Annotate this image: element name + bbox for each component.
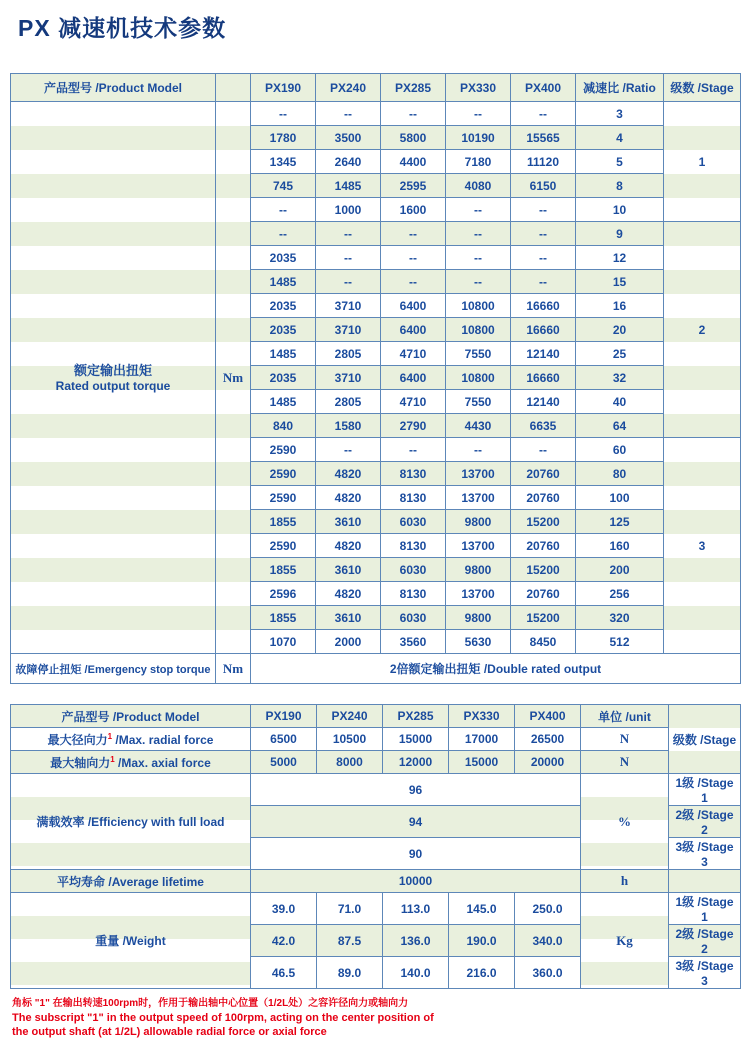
model-header-cell: PX285 <box>381 74 446 102</box>
weight-value-cell: 340.0 <box>515 925 581 957</box>
torque-value-cell: 2035 <box>251 318 316 342</box>
torque-value-cell: 10190 <box>446 126 511 150</box>
max-axial-force-value-cell: 15000 <box>449 751 515 774</box>
max-axial-force-value-cell: 5000 <box>251 751 317 774</box>
torque-value-cell: -- <box>511 246 576 270</box>
model-header-cell: PX240 <box>317 705 383 728</box>
stage-label-cell: 2级 /Stage 2 <box>669 806 741 838</box>
torque-value-cell: 10800 <box>446 294 511 318</box>
product-model-header: 产品型号 /Product Model <box>11 705 251 728</box>
max-radial-force-value-cell: 6500 <box>251 728 317 751</box>
torque-value-cell: -- <box>316 270 381 294</box>
torque-value-cell: -- <box>251 198 316 222</box>
page-title: PX 减速机技术参数 <box>18 15 227 41</box>
torque-value-cell: -- <box>251 102 316 126</box>
weight-value-cell: 89.0 <box>317 957 383 989</box>
torque-value-cell: 4820 <box>316 486 381 510</box>
weight-value-cell: 360.0 <box>515 957 581 989</box>
ratio-cell: 15 <box>576 270 664 294</box>
torque-value-cell: -- <box>446 270 511 294</box>
lifetime-unit-cell: h <box>581 870 669 893</box>
model-header-cell: PX190 <box>251 705 317 728</box>
ratio-cell: 320 <box>576 606 664 630</box>
torque-value-cell: 8130 <box>381 534 446 558</box>
torque-value-cell: 3710 <box>316 294 381 318</box>
torque-value-cell: 2590 <box>251 462 316 486</box>
unit-header: 单位 /unit <box>581 705 669 728</box>
stage-group-cell: 3 <box>664 438 741 654</box>
torque-value-cell: 13700 <box>446 486 511 510</box>
weight-value-cell: 42.0 <box>251 925 317 957</box>
torque-value-cell: 2805 <box>316 342 381 366</box>
torque-value-cell: -- <box>511 270 576 294</box>
torque-value-cell: 1485 <box>316 174 381 198</box>
torque-value-cell: 8130 <box>381 486 446 510</box>
torque-value-cell: 840 <box>251 414 316 438</box>
torque-value-cell: 13700 <box>446 534 511 558</box>
stage-label-cell: 3级 /Stage 3 <box>669 957 741 989</box>
torque-row-label <box>11 102 216 654</box>
torque-value-cell: 4710 <box>381 342 446 366</box>
ratio-cell: 25 <box>576 342 664 366</box>
torque-value-cell: 3710 <box>316 318 381 342</box>
torque-value-cell: 20760 <box>511 582 576 606</box>
ratio-cell: 5 <box>576 150 664 174</box>
weight-value-cell: 87.5 <box>317 925 383 957</box>
weight-label: 重量 /Weight <box>11 893 251 989</box>
torque-value-cell: 6030 <box>381 606 446 630</box>
torque-value-cell: 4430 <box>446 414 511 438</box>
max-radial-force-value-cell: 10500 <box>317 728 383 751</box>
torque-value-cell: 1855 <box>251 606 316 630</box>
weight-value-cell: 113.0 <box>383 893 449 925</box>
torque-value-cell: -- <box>446 438 511 462</box>
torque-value-cell: 6150 <box>511 174 576 198</box>
torque-value-cell: -- <box>381 102 446 126</box>
model-header-cell: PX285 <box>383 705 449 728</box>
ratio-cell: 12 <box>576 246 664 270</box>
efficiency-value-cell: 90 <box>251 838 581 870</box>
torque-value-cell: 15200 <box>511 510 576 534</box>
emergency-stop-label: 故障停止扭矩 /Emergency stop torque <box>11 654 216 684</box>
torque-value-cell: 8130 <box>381 462 446 486</box>
ratio-cell: 160 <box>576 534 664 558</box>
torque-value-cell: 1345 <box>251 150 316 174</box>
torque-value-cell: 9800 <box>446 606 511 630</box>
weight-value-cell: 71.0 <box>317 893 383 925</box>
ratio-cell: 40 <box>576 390 664 414</box>
ratio-cell: 4 <box>576 126 664 150</box>
torque-unit-cell: Nm <box>216 102 251 654</box>
torque-value-cell: 13700 <box>446 462 511 486</box>
torque-value-cell: 2035 <box>251 294 316 318</box>
torque-value-cell: 6400 <box>381 366 446 390</box>
footnote <box>12 997 740 1039</box>
torque-value-cell: 2596 <box>251 582 316 606</box>
max-radial-force-value-cell: 26500 <box>515 728 581 751</box>
torque-value-cell: 3610 <box>316 558 381 582</box>
stage-label-cell: 2级 /Stage 2 <box>669 925 741 957</box>
torque-value-cell: 2595 <box>381 174 446 198</box>
torque-value-cell: -- <box>381 222 446 246</box>
torque-value-cell: 2640 <box>316 150 381 174</box>
torque-value-cell: 15200 <box>511 558 576 582</box>
torque-value-cell: 5630 <box>446 630 511 654</box>
model-header-cell: PX400 <box>515 705 581 728</box>
footnote-chinese: 角标 "1" 在输出转速100rpm时，作用于输出轴中心位置（1/2L处）之容许径向力或轴向力 <box>12 998 409 1009</box>
torque-value-cell: 1485 <box>251 390 316 414</box>
torque-value-cell: 1000 <box>316 198 381 222</box>
torque-value-cell: -- <box>446 198 511 222</box>
max-radial-force-label: 最大径向力$^1$ /Max. radial force <box>11 728 251 751</box>
torque-value-cell: 3500 <box>316 126 381 150</box>
model-header-cell: PX190 <box>251 74 316 102</box>
weight-value-cell: 46.5 <box>251 957 317 989</box>
torque-value-cell: -- <box>316 438 381 462</box>
torque-value-cell: 15565 <box>511 126 576 150</box>
torque-value-cell: 16660 <box>511 366 576 390</box>
weight-value-cell: 145.0 <box>449 893 515 925</box>
torque-value-cell: 1780 <box>251 126 316 150</box>
ratio-cell: 9 <box>576 222 664 246</box>
torque-value-cell: -- <box>511 198 576 222</box>
model-header-cell: PX330 <box>446 74 511 102</box>
max-axial-force-value-cell: 20000 <box>515 751 581 774</box>
model-header-cell: PX330 <box>449 705 515 728</box>
weight-value-cell: 190.0 <box>449 925 515 957</box>
torque-value-cell: 9800 <box>446 558 511 582</box>
torque-value-cell: 10800 <box>446 318 511 342</box>
torque-value-cell: 20760 <box>511 534 576 558</box>
torque-value-cell: 16660 <box>511 294 576 318</box>
torque-value-cell: 6030 <box>381 558 446 582</box>
ratio-cell: 80 <box>576 462 664 486</box>
torque-value-cell: 2590 <box>251 534 316 558</box>
max-axial-force-value-cell: 12000 <box>383 751 449 774</box>
torque-value-cell: -- <box>446 102 511 126</box>
torque-value-cell: 3560 <box>381 630 446 654</box>
torque-value-cell: 4400 <box>381 150 446 174</box>
torque-value-cell: 6030 <box>381 510 446 534</box>
stage-cell-empty <box>669 870 741 893</box>
ratio-cell: 200 <box>576 558 664 582</box>
efficiency-value-cell: 96 <box>251 774 581 806</box>
torque-value-cell: 2000 <box>316 630 381 654</box>
max-axial-force-value-cell: 8000 <box>317 751 383 774</box>
torque-value-cell: 2790 <box>381 414 446 438</box>
weight-value-cell: 136.0 <box>383 925 449 957</box>
torque-value-cell: 7180 <box>446 150 511 174</box>
rated-output-torque-table <box>10 73 741 684</box>
torque-value-cell: 1580 <box>316 414 381 438</box>
torque-value-cell: -- <box>316 102 381 126</box>
torque-value-cell: -- <box>511 438 576 462</box>
model-header-cell: PX240 <box>316 74 381 102</box>
torque-value-cell: 4820 <box>316 582 381 606</box>
max-radial-force-superscript: 1 <box>107 731 113 741</box>
footnote-english-line2: the output shaft (at 1/2L) allowable radial force or axial force <box>12 1026 327 1038</box>
torque-value-cell: 2590 <box>251 438 316 462</box>
max-radial-force-unit-cell: N <box>581 728 669 751</box>
ratio-cell: 16 <box>576 294 664 318</box>
weight-value-cell: 216.0 <box>449 957 515 989</box>
torque-value-cell: 10800 <box>446 366 511 390</box>
torque-value-cell: 8130 <box>381 582 446 606</box>
torque-value-cell: -- <box>511 102 576 126</box>
max-radial-force-value-cell: 17000 <box>449 728 515 751</box>
ratio-cell: 10 <box>576 198 664 222</box>
torque-value-cell: 2590 <box>251 486 316 510</box>
emergency-value-cell: 2倍额定输出扭矩 /Double rated output <box>251 654 741 684</box>
torque-value-cell: 6400 <box>381 294 446 318</box>
torque-value-cell: -- <box>316 222 381 246</box>
torque-value-cell: 2035 <box>251 246 316 270</box>
torque-label-en: Rated output torque <box>55 378 171 393</box>
efficiency-label: 满载效率 /Efficiency with full load <box>11 774 251 870</box>
footnote-english-line1: The subscript "1" in the output speed of 100rpm, acting on the center position of <box>12 1012 434 1024</box>
max-axial-force-label: 最大轴向力$^1$ /Max. axial force <box>11 751 251 774</box>
torque-value-cell: 7550 <box>446 390 511 414</box>
torque-value-cell: 15200 <box>511 606 576 630</box>
torque-value-cell: -- <box>511 222 576 246</box>
torque-value-cell: 4820 <box>316 462 381 486</box>
ratio-cell: 32 <box>576 366 664 390</box>
torque-value-cell: -- <box>381 270 446 294</box>
stage-group-cell: 1 <box>664 102 741 222</box>
torque-value-cell: 3610 <box>316 606 381 630</box>
torque-value-cell: 13700 <box>446 582 511 606</box>
ratio-cell: 3 <box>576 102 664 126</box>
weight-value-cell: 250.0 <box>515 893 581 925</box>
torque-value-cell: 1855 <box>251 558 316 582</box>
torque-value-cell: -- <box>316 246 381 270</box>
torque-value-cell: 3710 <box>316 366 381 390</box>
ratio-cell: 125 <box>576 510 664 534</box>
ratio-cell: 20 <box>576 318 664 342</box>
torque-value-cell: 6635 <box>511 414 576 438</box>
ratio-cell: 512 <box>576 630 664 654</box>
torque-value-cell: 8450 <box>511 630 576 654</box>
emergency-unit-cell: Nm <box>216 654 251 684</box>
unit-column-header <box>216 74 251 102</box>
torque-value-cell: -- <box>251 222 316 246</box>
stage-label-cell: 1级 /Stage 1 <box>669 893 741 925</box>
torque-value-cell: 2805 <box>316 390 381 414</box>
model-header-cell: PX400 <box>511 74 576 102</box>
torque-value-cell: -- <box>381 438 446 462</box>
stage-header: 级数 /Stage <box>664 74 741 102</box>
efficiency-unit-cell: % <box>581 774 669 870</box>
product-model-header: 产品型号 /Product Model <box>11 74 216 102</box>
torque-value-cell: -- <box>446 246 511 270</box>
ratio-cell: 64 <box>576 414 664 438</box>
stage-group-cell: 2 <box>664 222 741 438</box>
weight-value-cell: 140.0 <box>383 957 449 989</box>
ratio-header: 减速比 /Ratio <box>576 74 664 102</box>
torque-value-cell: 1855 <box>251 510 316 534</box>
ratio-cell: 8 <box>576 174 664 198</box>
torque-value-cell: -- <box>446 222 511 246</box>
torque-label-cn: 额定输出扭矩 <box>73 362 152 378</box>
torque-value-cell: 12140 <box>511 342 576 366</box>
ratio-cell: 60 <box>576 438 664 462</box>
max-axial-force-unit-cell: N <box>581 751 669 774</box>
torque-value-cell: 20760 <box>511 486 576 510</box>
torque-value-cell: 6400 <box>381 318 446 342</box>
efficiency-value-cell: 94 <box>251 806 581 838</box>
torque-value-cell: 745 <box>251 174 316 198</box>
lifetime-label: 平均寿命 /Average lifetime <box>11 870 251 893</box>
torque-value-cell: 1600 <box>381 198 446 222</box>
torque-value-cell: 16660 <box>511 318 576 342</box>
torque-value-cell: 4080 <box>446 174 511 198</box>
torque-value-cell: 4820 <box>316 534 381 558</box>
torque-value-cell: 1485 <box>251 342 316 366</box>
ratio-cell: 256 <box>576 582 664 606</box>
torque-value-cell: 12140 <box>511 390 576 414</box>
torque-value-cell: 5800 <box>381 126 446 150</box>
torque-value-cell: 7550 <box>446 342 511 366</box>
torque-value-cell: 3610 <box>316 510 381 534</box>
torque-value-cell: 9800 <box>446 510 511 534</box>
stage-header: 级数 /Stage <box>669 705 741 774</box>
torque-value-cell: -- <box>381 246 446 270</box>
weight-unit-cell: Kg <box>581 893 669 989</box>
stage-label-cell: 3级 /Stage 3 <box>669 838 741 870</box>
max-axial-force-superscript: 1 <box>110 754 115 764</box>
lifetime-value-cell: 10000 <box>251 870 581 893</box>
stage-label-cell: 1级 /Stage 1 <box>669 774 741 806</box>
torque-value-cell: 1485 <box>251 270 316 294</box>
torque-value-cell: 4710 <box>381 390 446 414</box>
torque-value-cell: 2035 <box>251 366 316 390</box>
max-radial-force-value-cell: 15000 <box>383 728 449 751</box>
torque-value-cell: 20760 <box>511 462 576 486</box>
ratio-cell: 100 <box>576 486 664 510</box>
torque-value-cell: 11120 <box>511 150 576 174</box>
weight-value-cell: 39.0 <box>251 893 317 925</box>
torque-value-cell: 1070 <box>251 630 316 654</box>
general-specs-table <box>10 704 741 989</box>
